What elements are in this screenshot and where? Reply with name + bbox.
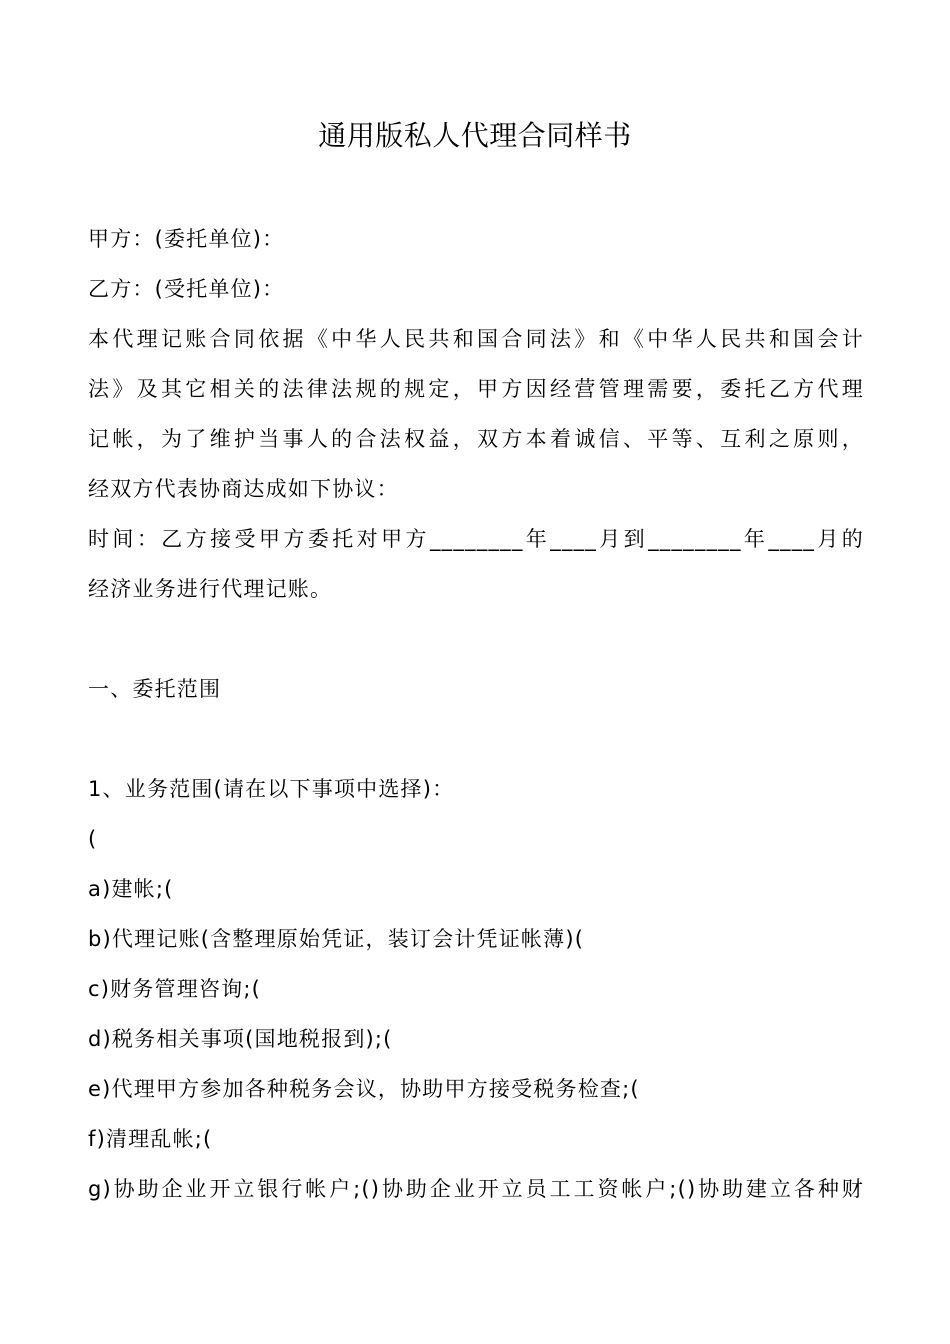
body-line: 经双方代表协商达成如下协议： (88, 477, 399, 501)
body-line: 记帐，为了维护当事人的合法权益，双方本着诚信、平等、互利之原则， (88, 427, 864, 451)
body-line: a)建帐;( (88, 877, 174, 901)
body-line: ( (88, 827, 98, 851)
body-line: 时间：乙方接受甲方委托对甲方________年____月到________年____月的 (88, 527, 864, 551)
body-line: 1、业务范围(请在以下事项中选择)： (88, 777, 455, 801)
body-line: 一、委托范围 (88, 677, 222, 701)
blank-line (88, 614, 864, 664)
body-line: c)财务管理咨询;( (88, 977, 262, 1001)
blank-line (88, 714, 864, 764)
body-line: 乙方：(受托单位)： (88, 277, 285, 301)
document-title: 通用版私人代理合同样书 (318, 119, 632, 152)
body-line: g)协助企业开立银行帐户;()协助企业开立员工工资帐户;()协助建立各种财 (88, 1177, 864, 1201)
document-body (88, 214, 864, 1214)
body-line: 本代理记账合同依据《中华人民共和国合同法》和《中华人民共和国会计 (88, 327, 864, 351)
body-line: 经济业务进行代理记账。 (88, 577, 333, 601)
body-line: 法》及其它相关的法律法规的规定，甲方因经营管理需要，委托乙方代理 (88, 377, 864, 401)
body-line: f)清理乱帐;( (88, 1127, 213, 1151)
body-line: d)税务相关事项(国地税报到);( (88, 1027, 393, 1051)
body-line: b)代理记账(含整理原始凭证，装订会计凭证帐薄)( (88, 927, 585, 951)
body-line: 甲方：(委托单位)： (88, 227, 285, 251)
body-line: e)代理甲方参加各种税务会议，协助甲方接受税务检查;( (88, 1077, 640, 1101)
